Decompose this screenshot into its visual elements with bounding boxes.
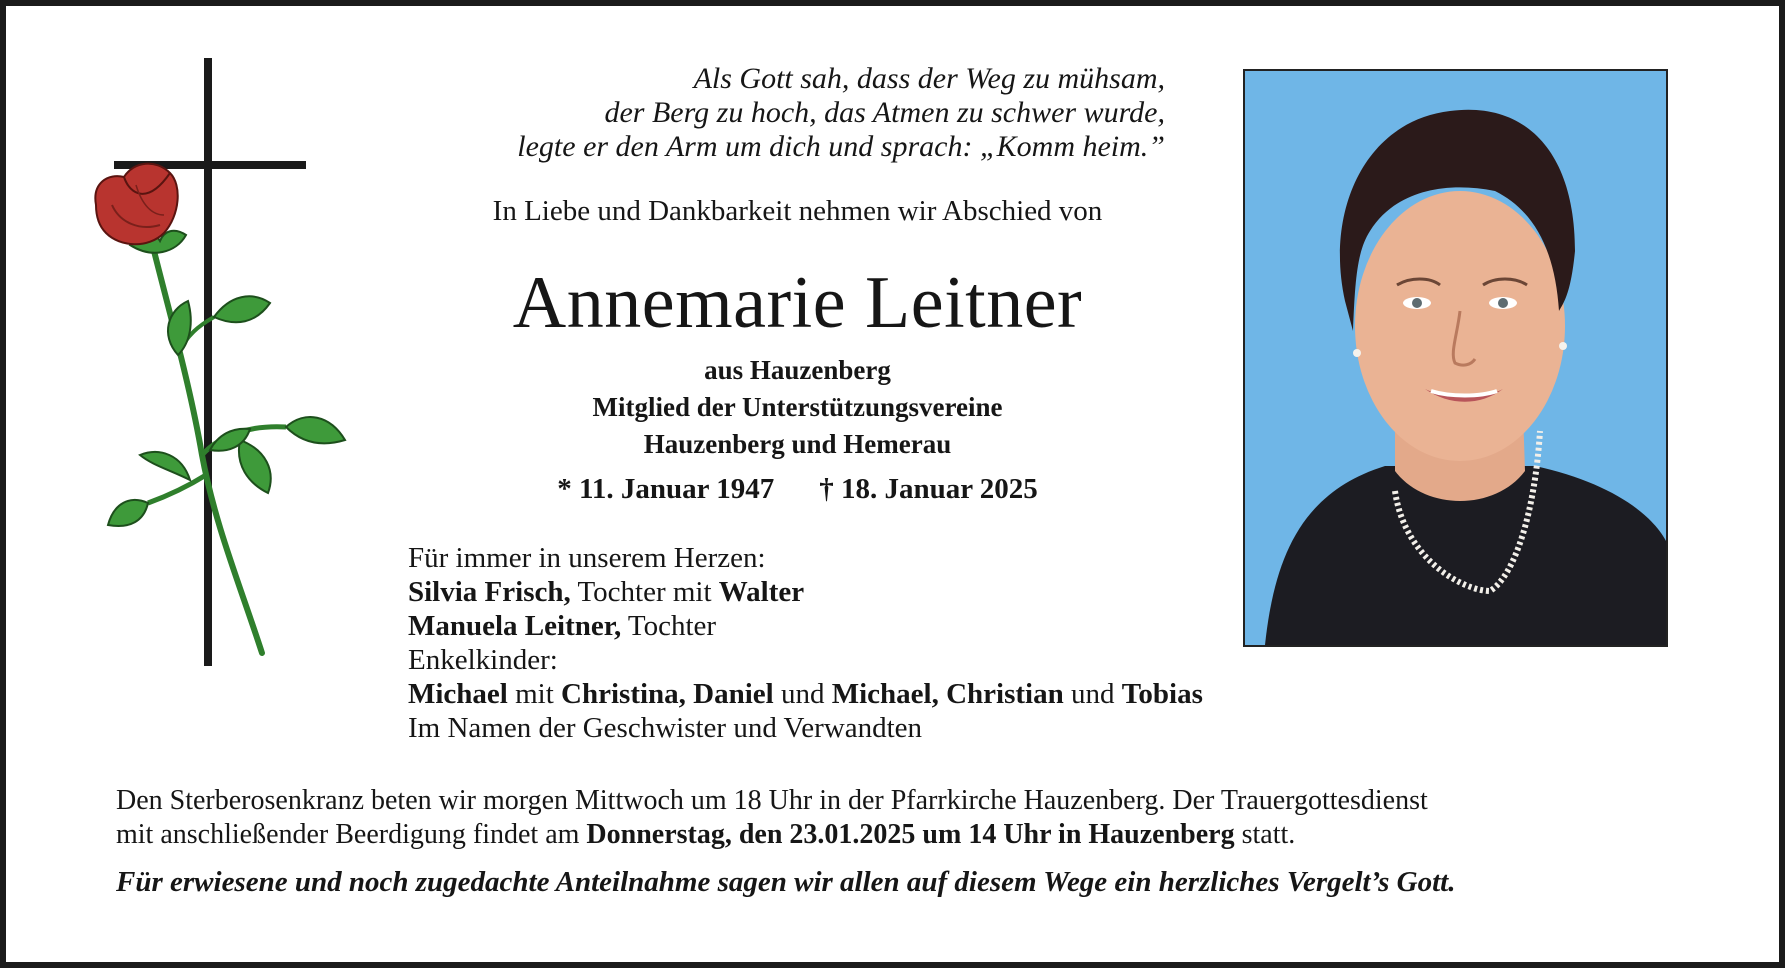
- mourner-name: Manuela Leitner,: [408, 610, 622, 642]
- mourners-closing: Im Namen der Geschwister und Verwandten: [408, 712, 923, 744]
- service-text: mit anschließender Beerdigung findet am: [116, 819, 587, 850]
- birth-date: * 11. Januar 1947: [557, 473, 775, 505]
- farewell-intro: In Liebe und Dankbarkeit nehmen wir Abschied von: [492, 195, 1103, 227]
- cross-icon: [114, 58, 306, 666]
- deceased-name: Annemarie Leitner: [512, 262, 1083, 344]
- life-dates: [410, 473, 1185, 506]
- mourner-line: [408, 609, 1203, 643]
- portrait-image: [1245, 71, 1666, 645]
- thanks-note: Für erwiesene und noch zugedachte Anteilnahme sagen wir allen auf diesem Wege ein herzliches Vergelt’s Gott.: [116, 866, 1456, 898]
- funeral-datetime: Donnerstag, den 23.01.2025 um 14 Uhr in Hauzenberg: [586, 819, 1235, 850]
- membership-line: Hauzenberg und Hemerau: [643, 429, 952, 459]
- mourner-name: Tobias: [1121, 678, 1203, 710]
- poem-line: legte er den Arm um dich und sprach: „Komm heim.”: [517, 130, 1165, 163]
- membership-line: Mitglied der Unterstützungsvereine: [592, 392, 1003, 422]
- mourner-name: Walter: [718, 576, 805, 608]
- grandchildren-label: Enkelkinder:: [408, 644, 558, 676]
- cross-with-rose-illustration: [90, 55, 360, 680]
- connector: und: [773, 678, 832, 710]
- service-line: [116, 818, 1676, 852]
- deceased-info: [410, 352, 1185, 463]
- mourner-line: [408, 677, 1203, 711]
- service-line: Den Sterberosenkranz beten wir morgen Mittwoch um 18 Uhr in der Pfarrkirche Hauzenberg. Der Trauergottesdienst: [116, 785, 1428, 816]
- mourner-line: [408, 575, 1203, 609]
- mourners-list: [408, 541, 1203, 745]
- poem-line: der Berg zu hoch, das Atmen zu schwer wurde,: [604, 96, 1165, 129]
- mourner-name: Michael, Christian: [831, 678, 1064, 710]
- mourner-name: Silvia Frisch,: [408, 576, 571, 608]
- poem-line: Als Gott sah, dass der Weg zu mühsam,: [693, 62, 1165, 95]
- mourner-name: Michael: [408, 678, 508, 710]
- connector: mit: [507, 678, 562, 710]
- portrait-photo: [1243, 69, 1668, 647]
- mourner-name: Christina, Daniel: [561, 678, 774, 710]
- death-date: † 18. Januar 2025: [819, 473, 1038, 505]
- relation: Tochter: [621, 610, 717, 642]
- hometown: aus Hauzenberg: [704, 355, 891, 385]
- service-text: statt.: [1234, 819, 1296, 850]
- relation: Tochter mit: [570, 576, 719, 608]
- mourners-heading: Für immer in unserem Herzen:: [408, 542, 766, 574]
- connector: und: [1063, 678, 1122, 710]
- poem: [465, 62, 1165, 164]
- service-info: [116, 784, 1676, 852]
- rose-icon: [95, 164, 345, 653]
